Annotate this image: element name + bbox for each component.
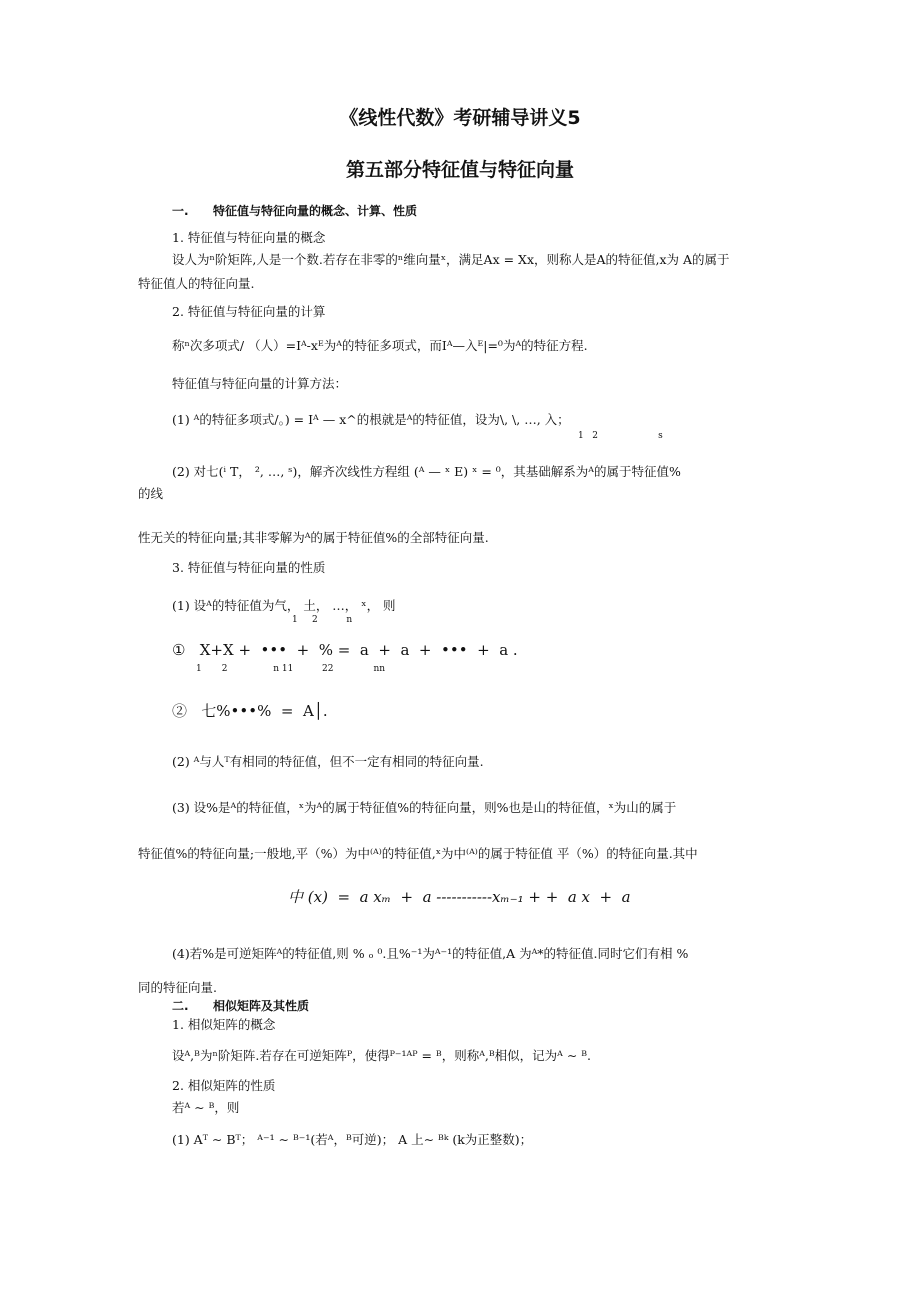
property-1: (1) 设ᴬ的特征值为气， 土， …， ˣ， 则 — [172, 598, 396, 613]
property-4: (4)若%是可逆矩阵ᴬ的特征值,则 % ₒ ⁰.且%⁻¹为ᴬ⁻¹的特征值,A 为ᴬ*的特征值.同时它们有相 % — [172, 946, 689, 961]
method-step-1-subscripts: 1 2 s — [578, 431, 663, 441]
document-title: 《线性代数》考研辅导讲义5 — [339, 107, 581, 129]
computation-method-intro: 特征值与特征向量的计算方法： — [172, 376, 348, 391]
similar-matrix-condition: 若ᴬ ∼ ᴮ，则 — [172, 1100, 240, 1115]
subsection-1-3-title: 3. 特征值与特征向量的性质 — [172, 560, 326, 575]
method-step-1: (1) ᴬ的特征多项式/。) = Iᴬ — x^的根就是ᴬ的特征值，设为\, \, …, 入； — [172, 412, 570, 427]
similar-matrix-property-1: (1) Aᵀ ∼ Bᵀ； ᴬ⁻¹ ∼ ᴮ⁻¹(若ᴬ，ᴮ可逆)； A 上∼ ᴮᵏ (k为正整数)； — [172, 1132, 533, 1147]
part-title: 第五部分特征值与特征向量 — [345, 159, 574, 181]
similar-matrix-definition: 设ᴬ,ᴮ为ⁿ阶矩阵.若存在可逆矩阵ᴾ，使得ᴾ⁻¹ᴬᴾ = ᴮ，则称ᴬ,ᴮ相似，记为ᴬ ∼ ᴮ. — [172, 1048, 592, 1063]
section-2-number: 二. — [172, 999, 189, 1013]
section-1-heading: 特征值与特征向量的概念、计算、性质 — [213, 204, 418, 218]
property-3: (3) 设%是ᴬ的特征值，ˣ为ᴬ的属于特征值%的特征向量，则%也是山的特征值，ˣ为山的属于 — [172, 800, 677, 815]
section-1-number: 一. — [172, 204, 189, 218]
determinant-formula: ② 七%•••% = A│. — [172, 702, 328, 720]
trace-formula-subscripts: 1 2 n 11 22 nn — [196, 664, 386, 674]
characteristic-polynomial-line: 称ⁿ次多项式/ （人）=Iᴬ-xᴱ为ᴬ的特征多项式，而Iᴬ—入ᴱ|=⁰为ᴬ的特征方程. — [172, 338, 588, 353]
section-2-heading: 相似矩阵及其性质 — [213, 999, 310, 1013]
property-1-subscripts: 1 2 n — [292, 615, 353, 625]
polynomial-formula: 中 (x) = a xₘ + a -----------xₘ₋₁ + + a x + a — [288, 888, 631, 906]
definition-line-1: 设人为ⁿ阶矩阵,人是一个数.若存在非零的ⁿ维向量ˣ，满足Ax = Xx，则称人是A的特征值,x为 A的属于 — [172, 252, 730, 267]
definition-line-2: 特征值人的特征向量. — [138, 276, 255, 291]
subsection-2-2-title: 2. 相似矩阵的性质 — [172, 1078, 276, 1093]
subsection-2-1-title: 1. 相似矩阵的概念 — [172, 1017, 276, 1032]
subsection-1-2-title: 2. 特征值与特征向量的计算 — [172, 304, 326, 319]
property-4-line-2: 同的特征向量. — [138, 980, 217, 995]
property-2: (2) ᴬ与人ᵀ有相同的特征值，但不一定有相同的特征向量. — [172, 754, 484, 769]
method-step-2-continuation: 的线 — [138, 486, 164, 501]
method-step-2: (2) 对七(ⁱ T， ², …, ˢ)，解齐次线性方程组 (ᴬ — ˣ E) ˣ = ⁰，其基础解系为ᴬ的属于特征值% — [172, 464, 681, 479]
subsection-1-1-title: 1. 特征值与特征向量的概念 — [172, 230, 326, 245]
trace-formula: ① X+X + ••• + % = a + a + ••• + a . — [172, 641, 518, 659]
method-step-2-line-2: 性无关的特征向量;其非零解为ᴬ的属于特征值%的全部特征向量. — [138, 530, 489, 545]
property-3-line-2: 特征值%的特征向量;一般地,平（%）为中⁽ᴬ⁾的特征值,ˣ为中⁽ᴬ⁾的属于特征值 平（%）的特征向量.其中 — [138, 846, 698, 861]
